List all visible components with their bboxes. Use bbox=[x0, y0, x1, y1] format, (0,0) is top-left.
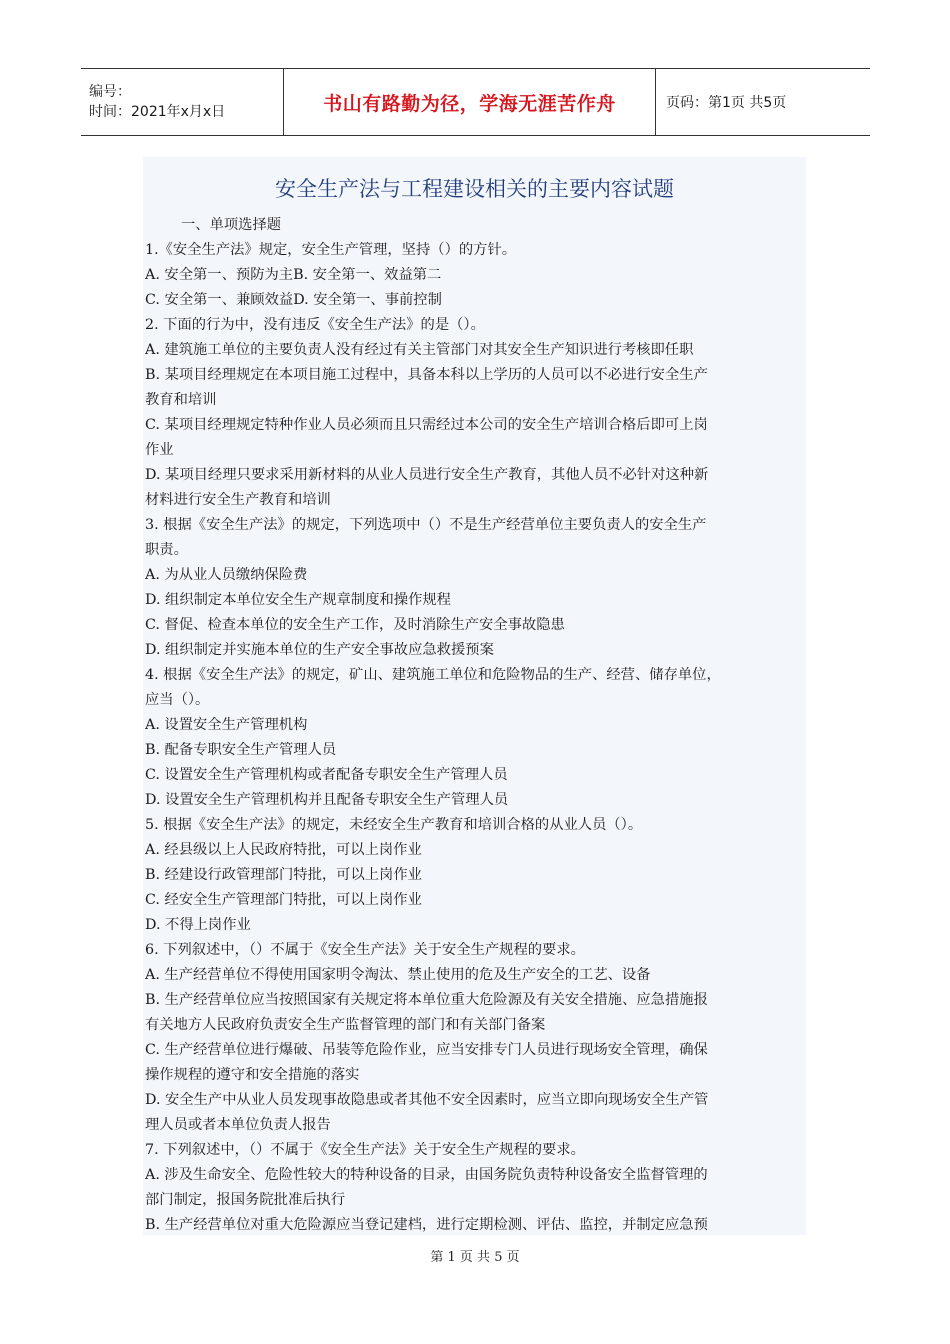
text-line: C. 经安全生产管理部门特批，可以上岗作业 bbox=[145, 892, 422, 908]
text-line: 职责。 bbox=[145, 542, 188, 558]
text-line: 有关地方人民政府负责安全生产监督管理的部门和有关部门备案 bbox=[145, 1017, 546, 1033]
text-line: 4. 根据《安全生产法》的规定，矿山、建筑施工单位和危险物品的生产、经营、储存单位， bbox=[145, 667, 721, 683]
page-header bbox=[81, 68, 870, 136]
text-line: D. 安全生产中从业人员发现事故隐患或者其他不安全因素时，应当立即向现场安全生产管 bbox=[145, 1092, 709, 1108]
date-label: 时间：2021年x月x日 bbox=[89, 104, 226, 120]
header-meta bbox=[81, 69, 284, 135]
text-line: A. 设置安全生产管理机构 bbox=[145, 717, 308, 733]
text-line: 7. 下列叙述中，（）不属于《安全生产法》关于安全生产规程的要求。 bbox=[145, 1142, 585, 1158]
text-line: D. 组织制定本单位安全生产规章制度和操作规程 bbox=[145, 592, 451, 608]
text-line: C. 生产经营单位进行爆破、吊装等危险作业，应当安排专门人员进行现场安全管理，确保 bbox=[145, 1042, 708, 1058]
text-line: 2. 下面的行为中，没有违反《安全生产法》的是（）。 bbox=[145, 317, 485, 333]
text-line: B. 生产经营单位对重大危险源应当登记建档，进行定期检测、评估、监控，并制定应急预 bbox=[145, 1217, 708, 1233]
header-motto bbox=[284, 69, 656, 135]
text-line: 材料进行安全生产教育和培训 bbox=[145, 492, 331, 508]
text-line: 5. 根据《安全生产法》的规定，未经安全生产教育和培训合格的从业人员（）。 bbox=[145, 817, 643, 833]
text-line: B. 配备专职安全生产管理人员 bbox=[145, 742, 337, 758]
text-line: 应当（）。 bbox=[145, 692, 210, 708]
text-line: A. 生产经营单位不得使用国家明令淘汰、禁止使用的危及生产安全的工艺、设备 bbox=[145, 967, 651, 983]
text-line: A. 涉及生命安全、危险性较大的特种设备的目录，由国务院负责特种设备安全监督管理的 bbox=[145, 1167, 708, 1183]
text-line: C. 安全第一、兼顾效益D. 安全第一、事前控制 bbox=[145, 292, 442, 308]
text-line: D. 不得上岗作业 bbox=[145, 917, 251, 933]
text-line: 1.《安全生产法》规定，安全生产管理，坚持（）的方针。 bbox=[145, 242, 517, 258]
text-line: D. 某项目经理只要求采用新材料的从业人员进行安全生产教育，其他人员不必针对这种新 bbox=[145, 467, 709, 483]
text-line: D. 设置安全生产管理机构并且配备专职安全生产管理人员 bbox=[145, 792, 509, 808]
question-list bbox=[143, 213, 806, 1238]
text-line: 操作规程的遵守和安全措施的落实 bbox=[145, 1067, 360, 1083]
text-line: 作业 bbox=[145, 442, 174, 458]
text-line: A. 建筑施工单位的主要负责人没有经过有关主管部门对其安全生产知识进行考核即任职 bbox=[145, 342, 694, 358]
text-line: B. 生产经营单位应当按照国家有关规定将本单位重大危险源及有关安全措施、应急措施报 bbox=[145, 992, 708, 1008]
header-page-info bbox=[656, 69, 870, 135]
page-info-text: 页码：第1页 共5页 bbox=[666, 95, 787, 111]
text-line: C. 督促、检查本单位的安全生产工作，及时消除生产安全事故隐患 bbox=[145, 617, 565, 633]
text-line: C. 某项目经理规定特种作业人员必须而且只需经过本公司的安全生产培训合格后即可上岗 bbox=[145, 417, 708, 433]
text-line: 部门制定，报国务院批准后执行 bbox=[145, 1192, 346, 1208]
text-line: 教育和培训 bbox=[145, 392, 217, 408]
document-body bbox=[143, 157, 806, 1235]
text-line: A. 经县级以上人民政府特批，可以上岗作业 bbox=[145, 842, 422, 858]
text-line: A. 为从业人员缴纳保险费 bbox=[145, 567, 308, 583]
text-line: A. 安全第一、预防为主B. 安全第一、效益第二 bbox=[145, 267, 442, 283]
text-line: B. 某项目经理规定在本项目施工过程中，具备本科以上学历的人员可以不必进行安全生产 bbox=[145, 367, 708, 383]
text-line: B. 经建设行政管理部门特批，可以上岗作业 bbox=[145, 867, 422, 883]
text-line: 理人员或者本单位负责人报告 bbox=[145, 1117, 331, 1133]
text-line: 6. 下列叙述中，（）不属于《安全生产法》关于安全生产规程的要求。 bbox=[145, 942, 585, 958]
text-line: D. 组织制定并实施本单位的生产安全事故应急救援预案 bbox=[145, 642, 494, 658]
text-line: 3. 根据《安全生产法》的规定，下列选项中（）不是生产经营单位主要负责人的安全生产 bbox=[145, 517, 707, 533]
text-line: C. 设置安全生产管理机构或者配备专职安全生产管理人员 bbox=[145, 767, 508, 783]
number-label: 编号： bbox=[89, 84, 131, 100]
motto-text: 书山有路勤为径，学海无涯苦作舟 bbox=[323, 92, 616, 115]
section-heading: 一、单项选择题 bbox=[181, 217, 282, 233]
page-footer: 第 1 页 共 5 页 bbox=[430, 1250, 520, 1265]
document-title: 安全生产法与工程建设相关的主要内容试题 bbox=[275, 177, 674, 201]
